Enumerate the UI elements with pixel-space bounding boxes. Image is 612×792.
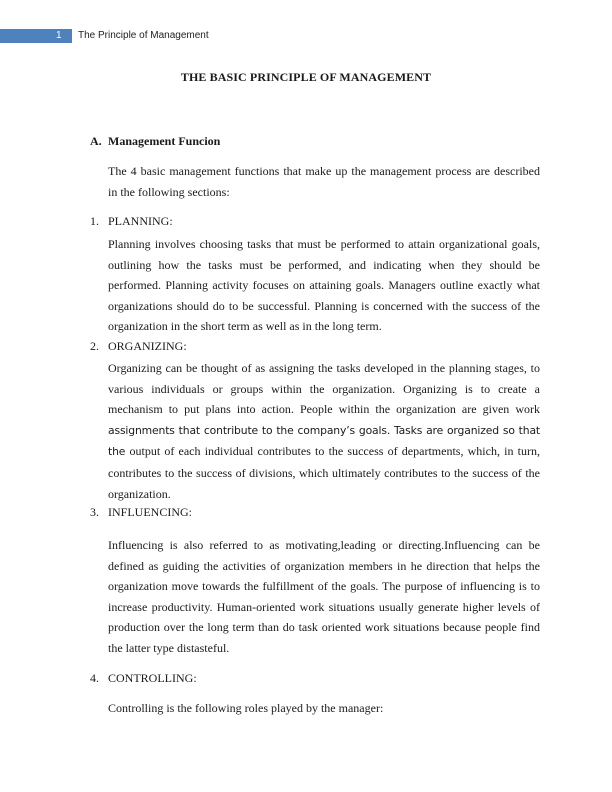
organizing-body-part2: assignments that contribute to the company’s goals. Tasks are organized so that the <box>108 423 540 459</box>
item-controlling-body: Controlling is the following roles played by the manager: <box>108 701 384 715</box>
section-a-heading <box>90 134 220 149</box>
item-heading-text: ORGANIZING: <box>108 339 187 353</box>
section-a-heading-text: Management Funcion <box>108 134 221 148</box>
item-number: 3. <box>90 505 99 519</box>
running-header-title: The Principle of Management <box>78 30 209 41</box>
organizing-body-part1: Organizing can be thought of as assigning the tasks developed in the planning stages, to various individuals or groups within the organization. Organizing is to create a mechanism to put plans into action. People within the organization are given work <box>108 361 540 417</box>
item-influencing-body: Influencing is also referred to as motivating,leading or directing.Influencing can be defined as guiding the activities of organization members in he direction that helps the organization move towards the fulfillment of the goals. The purpose of influencing is to increase productivity. Human-oriented work situations usually generate higher levels of production over the long term than do task oriented work situations because people find the latter type distasteful. <box>108 538 540 655</box>
item-heading-text: PLANNING: <box>108 214 173 228</box>
item-organizing-heading <box>90 339 187 354</box>
item-planning-body: Planning involves choosing tasks that must be performed to attain organizational goals, outlining how the tasks must be performed, and indicating when they should be performed. Planning activity focuses on attaining goals. Managers outline exactly what organizations should do to be successful. Planning is concerned with the success of the organization in the short term as well as in the long term. <box>108 237 540 334</box>
item-number: 4. <box>90 671 99 685</box>
organizing-body-part3: output of each individual contributes to the success of departments, which, in turn, contributes to the success of divisions, which ultimately contributes to the success of the organization. <box>108 444 541 501</box>
item-influencing-heading <box>90 505 192 520</box>
item-controlling-heading <box>90 671 197 686</box>
section-a-marker: A. <box>90 134 102 148</box>
section-a-intro: The 4 basic management functions that make up the management process are described in the following sections: <box>108 164 540 199</box>
item-number: 1. <box>90 214 99 228</box>
document-title: THE BASIC PRINCIPLE OF MANAGEMENT <box>180 70 432 84</box>
item-number: 2. <box>90 339 99 353</box>
page-number: 1 <box>56 30 62 41</box>
item-heading-text: INFLUENCING: <box>108 505 192 519</box>
item-organizing-body <box>108 358 540 504</box>
item-planning-heading <box>90 214 173 229</box>
item-heading-text: CONTROLLING: <box>108 671 197 685</box>
